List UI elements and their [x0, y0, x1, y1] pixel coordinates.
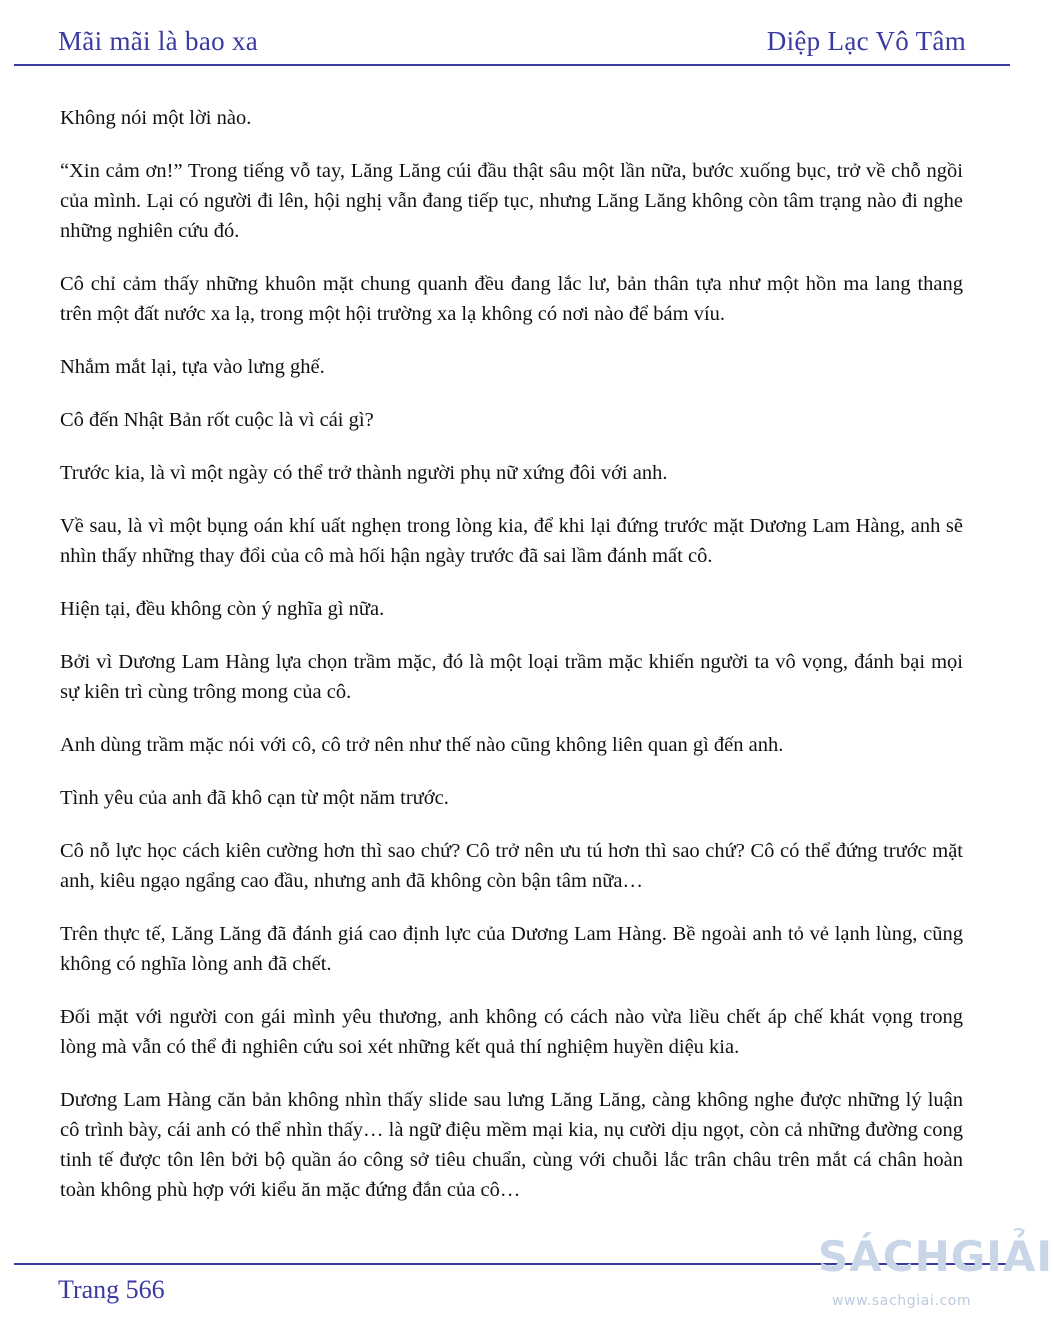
page-header	[0, 0, 1024, 68]
paragraph: Hiện tại, đều không còn ý nghĩa gì nữa.	[60, 598, 385, 620]
paragraph: Anh dùng trầm mặc nói với cô, cô trở nên như thế nào cũng không liên quan gì đến anh.	[60, 734, 784, 756]
paragraph: “Xin cảm ơn!” Trong tiếng vỗ tay, Lăng Lăng cúi đầu thật sâu một lần nữa, bước xuống bục, trở về chỗ ngồi của mình. Lại có người đi lên, hội nghị vẫn đang tiếp tục, nhưng Lăng Lăng không còn tâm trạng nào đi nghe những nghiên cứu đó.	[60, 160, 963, 242]
paragraph: Cô chỉ cảm thấy những khuôn mặt chung quanh đều đang lắc lư, bản thân tựa như một hồn ma lang thang trên một đất nước xa lạ, trong một hội trường xa lạ không có nơi nào để bám víu.	[60, 273, 963, 325]
paragraph: Cô đến Nhật Bản rốt cuộc là vì cái gì?	[60, 409, 374, 431]
paragraph: Tình yêu của anh đã khô cạn từ một năm trước.	[60, 787, 449, 809]
watermark	[818, 1222, 1053, 1322]
book-author: Diệp Lạc Vô Tâm	[766, 26, 966, 56]
paragraph: Cô nỗ lực học cách kiên cường hơn thì sao chứ? Cô trở nên ưu tú hơn thì sao chứ? Cô có thể đứng trước mặt anh, kiêu ngạo ngẩng cao đầu, nhưng anh đã không còn bận tâm nữa…	[60, 840, 963, 892]
book-title: Mãi mãi là bao xa	[58, 26, 259, 56]
paragraph: Bởi vì Dương Lam Hàng lựa chọn trầm mặc, đó là một loại trầm mặc khiến người ta vô vọng, đánh bại mọi sự kiên trì cùng trông mong của cô.	[60, 651, 963, 703]
watermark-logo: SÁCHGIẢI	[818, 1232, 1053, 1281]
header-divider	[14, 64, 1010, 66]
paragraph: Nhắm mắt lại, tựa vào lưng ghế.	[60, 356, 325, 378]
paragraph: Dương Lam Hàng căn bản không nhìn thấy slide sau lưng Lăng Lăng, càng không nghe được những lý luận cô trình bày, cái anh có thể nhìn thấy… là ngữ điệu mềm mại kia, nụ cười dịu ngọt, còn cả những đường cong tinh tế được tôn lên bởi bộ quần áo công sở tiêu chuẩn, cùng với chuỗi lắc trân châu trên mắt cá chân hoàn toàn không phù hợp với kiểu ăn mặc đứng đắn của cô…	[60, 1089, 963, 1201]
page-number: Trang 566	[58, 1275, 165, 1304]
paragraph: Về sau, là vì một bụng oán khí uất nghẹn trong lòng kia, để khi lại đứng trước mặt Dương Lam Hàng, anh sẽ nhìn thấy những thay đổi của cô mà hối hận ngày trước đã sai lầm đánh mất cô.	[60, 515, 963, 567]
paragraph: Trên thực tế, Lăng Lăng đã đánh giá cao định lực của Dương Lam Hàng. Bề ngoài anh tỏ vẻ lạnh lùng, cũng không có nghĩa lòng anh đã chết.	[60, 923, 963, 975]
paragraph: Không nói một lời nào.	[60, 107, 252, 129]
chapter-body	[60, 103, 963, 1228]
paragraph: Trước kia, là vì một ngày có thể trở thành người phụ nữ xứng đôi với anh.	[60, 462, 668, 484]
watermark-url: www.sachgiai.com	[832, 1293, 972, 1309]
paragraph: Đối mặt với người con gái mình yêu thương, anh không có cách nào vừa liều chết áp chế khát vọng trong lòng mà vẫn có thể đi nghiên cứu soi xét những kết quả thí nghiệm huyền diệu kia.	[60, 1006, 963, 1058]
